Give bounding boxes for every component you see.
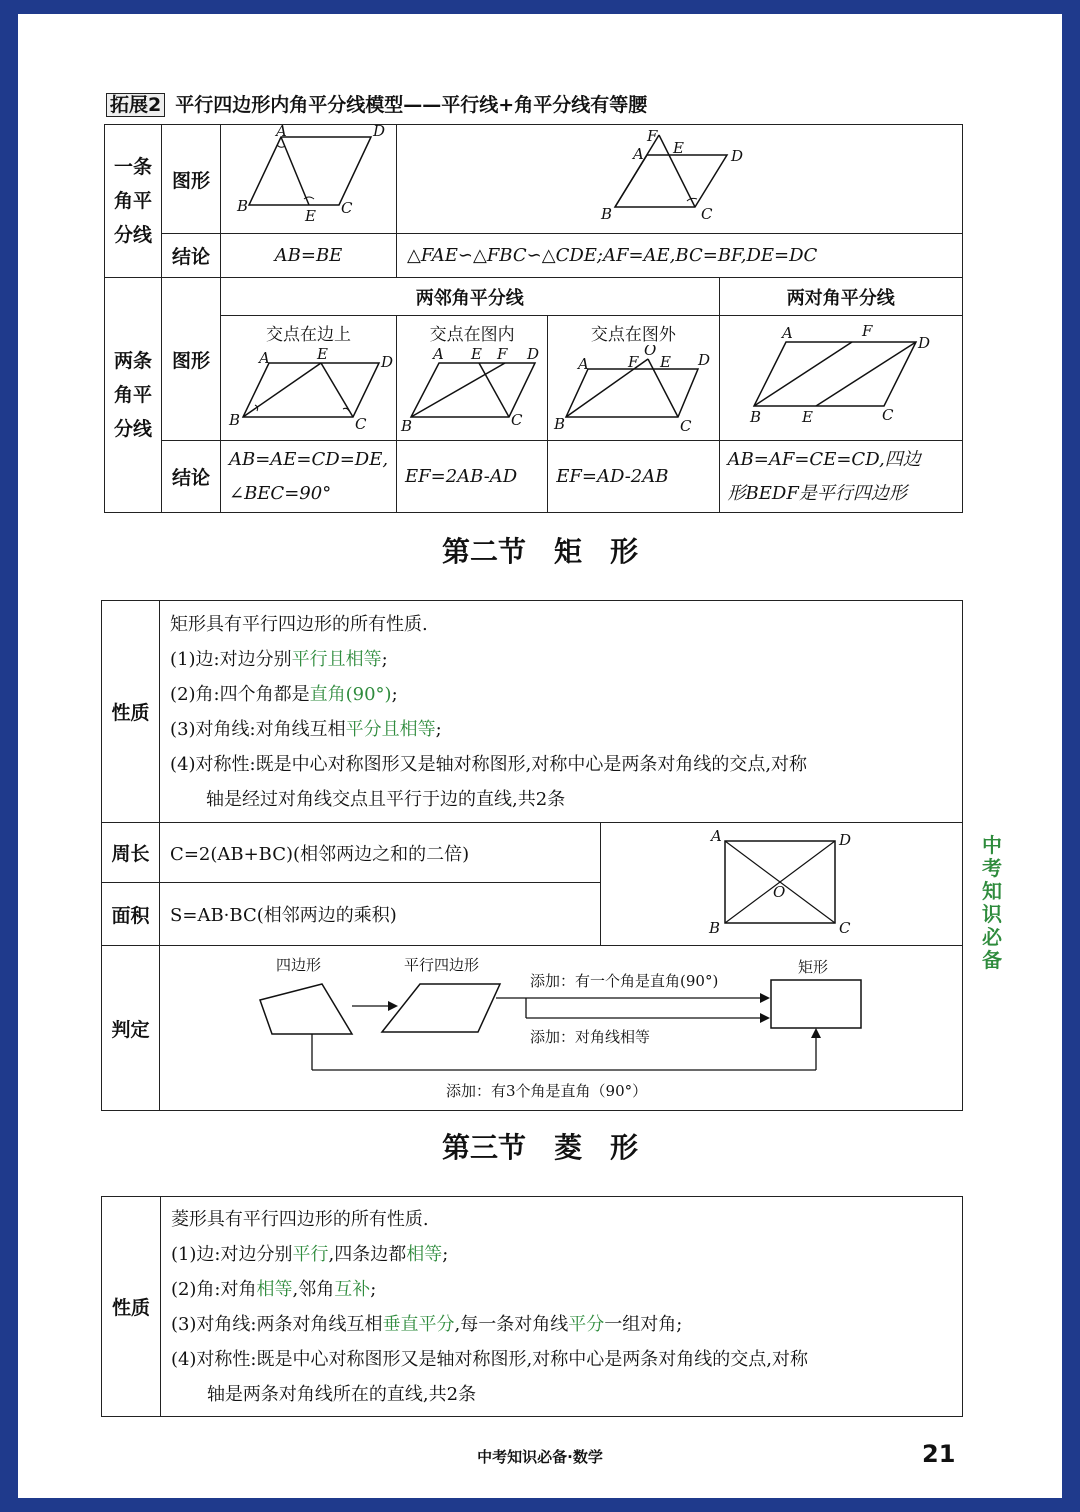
flow-add2: 添加：对角线相等	[530, 1028, 651, 1046]
label-C: C	[354, 415, 367, 433]
label-C: C	[838, 919, 851, 937]
row1-label: 一条角平分线	[105, 125, 162, 278]
label-A: A	[781, 324, 793, 342]
label-D: D	[730, 147, 744, 165]
row2-label: 两条角平分线	[105, 278, 162, 513]
fig-one-bisector-b	[396, 125, 962, 234]
flow-rectangle-label: 矩形	[798, 958, 829, 976]
section2-heading: 第二节 矩 形	[441, 535, 638, 568]
conclusion-outside: EF=AD-2AB	[548, 441, 719, 513]
label-D: D	[380, 353, 393, 371]
fig-opposite-bisectors	[719, 316, 962, 441]
area-label: 面积	[102, 883, 160, 946]
judgement-flow	[160, 946, 963, 1111]
extension-table	[104, 124, 963, 513]
label-O: O	[644, 345, 657, 359]
label-A: A	[578, 355, 590, 373]
opposite-header: 两对角平分线	[719, 278, 962, 316]
label-E: E	[672, 139, 684, 157]
label-E: E	[660, 353, 672, 371]
label-F: F	[646, 127, 658, 145]
label-C: C	[881, 406, 894, 424]
row2-conclusion-label: 结论	[162, 441, 221, 513]
label-F: F	[628, 353, 639, 371]
label-B: B	[236, 197, 249, 215]
fig-intersect-on-side: 交点在边上 A E D B C	[220, 316, 396, 441]
label-D: D	[526, 345, 540, 363]
extension-title: 平行四边形内角平分线模型——平行线+角平分线有等腰	[175, 94, 648, 116]
label-D: D	[372, 125, 386, 140]
label-B: B	[554, 415, 566, 433]
label-B: B	[708, 919, 721, 937]
judgement-label: 判定	[102, 946, 160, 1111]
label-E: E	[304, 207, 316, 225]
perimeter-label: 周长	[102, 823, 160, 883]
label-A: A	[632, 145, 644, 163]
row1-conclusion-left: AB=BE	[220, 234, 396, 278]
row1-figure-label: 图形	[162, 125, 221, 234]
label-E: E	[801, 408, 813, 426]
conclusion-inside: EF=2AB-AD	[396, 441, 547, 513]
label-O: O	[772, 883, 786, 901]
rectangle-table	[101, 600, 963, 1111]
label-B: B	[228, 411, 241, 429]
row1-conclusion-label: 结论	[162, 234, 221, 278]
fig-intersect-outside: 交点在图外 A F O E D B C	[548, 316, 719, 441]
side-tab: 中考知识必备	[982, 833, 1002, 972]
label-E: E	[316, 345, 328, 363]
conclusion-on-side: AB=AE=CD=DE, ∠BEC=90°	[220, 441, 396, 513]
rectangle-figure	[600, 823, 962, 946]
label-B: B	[400, 417, 413, 435]
footer-text: 中考知识必备·数学	[477, 1448, 603, 1466]
label-A: A	[710, 827, 722, 845]
extension-header	[106, 90, 647, 117]
page-number: 21	[922, 1440, 956, 1468]
adjacent-header: 两邻角平分线	[220, 278, 719, 316]
flow-quad-label: 四边形	[276, 956, 322, 974]
flow-parallelogram-label: 平行四边形	[404, 956, 480, 974]
label-A: A	[275, 125, 287, 140]
row2-figure-label: 图形	[162, 278, 221, 441]
conclusion-opposite: AB=AF=CE=CD,四边 形BEDF是平行四边形	[719, 441, 962, 513]
rect-properties: 矩形具有平行四边形的所有性质. (1)边:对边分别平行且相等; (2)角:四个角都是直角(90°); (3)对角线:对角线互相平分且相等; (4)对称性:既是中心对称图形又是轴对称图形,对称中心是两条对角线的交点,对称 轴是经过对角线交点且平行于边的直线,共2条	[160, 601, 963, 823]
rect-properties-label: 性质	[102, 601, 160, 823]
section3-heading: 第三节 菱 形	[441, 1131, 638, 1164]
label-E: E	[470, 345, 482, 363]
flow-add3: 添加：有3个角是直角（90°）	[446, 1082, 648, 1100]
page	[18, 14, 1062, 1498]
perimeter-text: C=2(AB+BC)(相邻两边之和的二倍)	[160, 823, 601, 883]
label-B: B	[600, 205, 613, 223]
label-C: C	[700, 205, 713, 223]
label-F: F	[861, 322, 872, 340]
rhombus-properties-label: 性质	[102, 1197, 161, 1417]
fig-one-bisector-a	[220, 125, 396, 234]
rhombus-properties: 菱形具有平行四边形的所有性质. (1)边:对边分别平行,四条边都相等; (2)角:对角相等,邻角互补; (3)对角线:两条对角线互相垂直平分,每一条对角线平分一组对角; (4)对称性:既是中心对称图形又是轴对称图形,对称中心是两条对角线的交点,对称 轴是两条对角线所在的直线,共2条	[160, 1197, 962, 1417]
fig-intersect-inside: 交点在图内 A E F D B C	[396, 316, 547, 441]
rhombus-table	[101, 1196, 963, 1417]
label-A: A	[258, 349, 270, 367]
label-D: D	[917, 334, 930, 352]
extension-tag: 拓展2	[106, 93, 165, 117]
area-text: S=AB·BC(相邻两边的乘积)	[160, 883, 601, 946]
label-A: A	[432, 345, 444, 363]
label-B: B	[749, 408, 761, 426]
label-C: C	[340, 199, 353, 217]
label-C: C	[510, 411, 523, 429]
label-F: F	[496, 345, 508, 363]
label-D: D	[698, 351, 711, 369]
row1-conclusion-right: △FAE∽△FBC∽△CDE;AF=AE,BC=BF,DE=DC	[396, 234, 962, 278]
label-D: D	[838, 831, 852, 849]
flow-add1: 添加：有一个角是直角(90°)	[530, 972, 719, 990]
label-C: C	[680, 417, 692, 435]
